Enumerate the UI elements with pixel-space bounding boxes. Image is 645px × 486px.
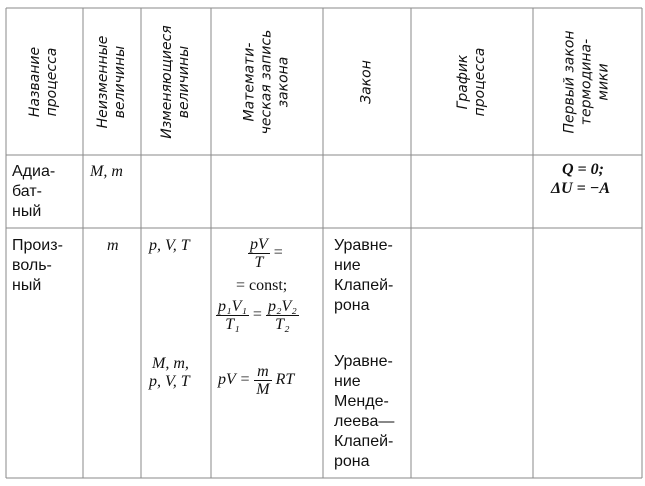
- law-clapeyron: Уравне- ние Клапей- рона: [334, 237, 394, 314]
- formula-combined-gas: $\frac{\text{p₁V₁}}{\text{T₁}}$ = $\frac{\text{p₂V₂}}{\text{T₂}}$: [218, 298, 297, 333]
- law-mendeleev-clapeyron: Уравне- ние Менде- леева— Клапей- рона: [334, 353, 395, 470]
- first-law-adiabatic-q: Q = 0;: [562, 161, 604, 178]
- variables-mendeleev-2: p, V, T: [149, 373, 190, 390]
- first-law-adiabatic-du: ΔU = −A: [551, 180, 611, 197]
- header-math-notation: Математи- ческая запись закона: [241, 29, 292, 135]
- variables-clapeyron: p, V, T: [149, 237, 190, 254]
- variables-mendeleev-1: M, m,: [152, 355, 189, 372]
- formula-pv-over-t: $\frac{pV}{T}$ =: [250, 236, 283, 271]
- formula-mendeleev-clapeyron: pV = $\frac{m}{M}$ RT: [218, 363, 295, 398]
- constants-arbitrary: m: [107, 237, 119, 254]
- process-name-adiabatic: Адиа- бат- ный: [12, 163, 56, 220]
- process-name-arbitrary: Произ- воль- ный: [12, 237, 63, 294]
- constants-adiabatic: M, m: [90, 163, 123, 180]
- header-process-name: Название процесса: [27, 46, 60, 118]
- formula-const: = const;: [236, 277, 288, 294]
- header-constant-values: Неизменные величины: [95, 35, 128, 129]
- header-first-law: Первый закон термодина- мики: [561, 30, 612, 134]
- header-process-graph: График процесса: [455, 47, 488, 117]
- header-changing-values: Изменяющиеся величины: [159, 25, 192, 139]
- header-law: Закон: [358, 60, 375, 104]
